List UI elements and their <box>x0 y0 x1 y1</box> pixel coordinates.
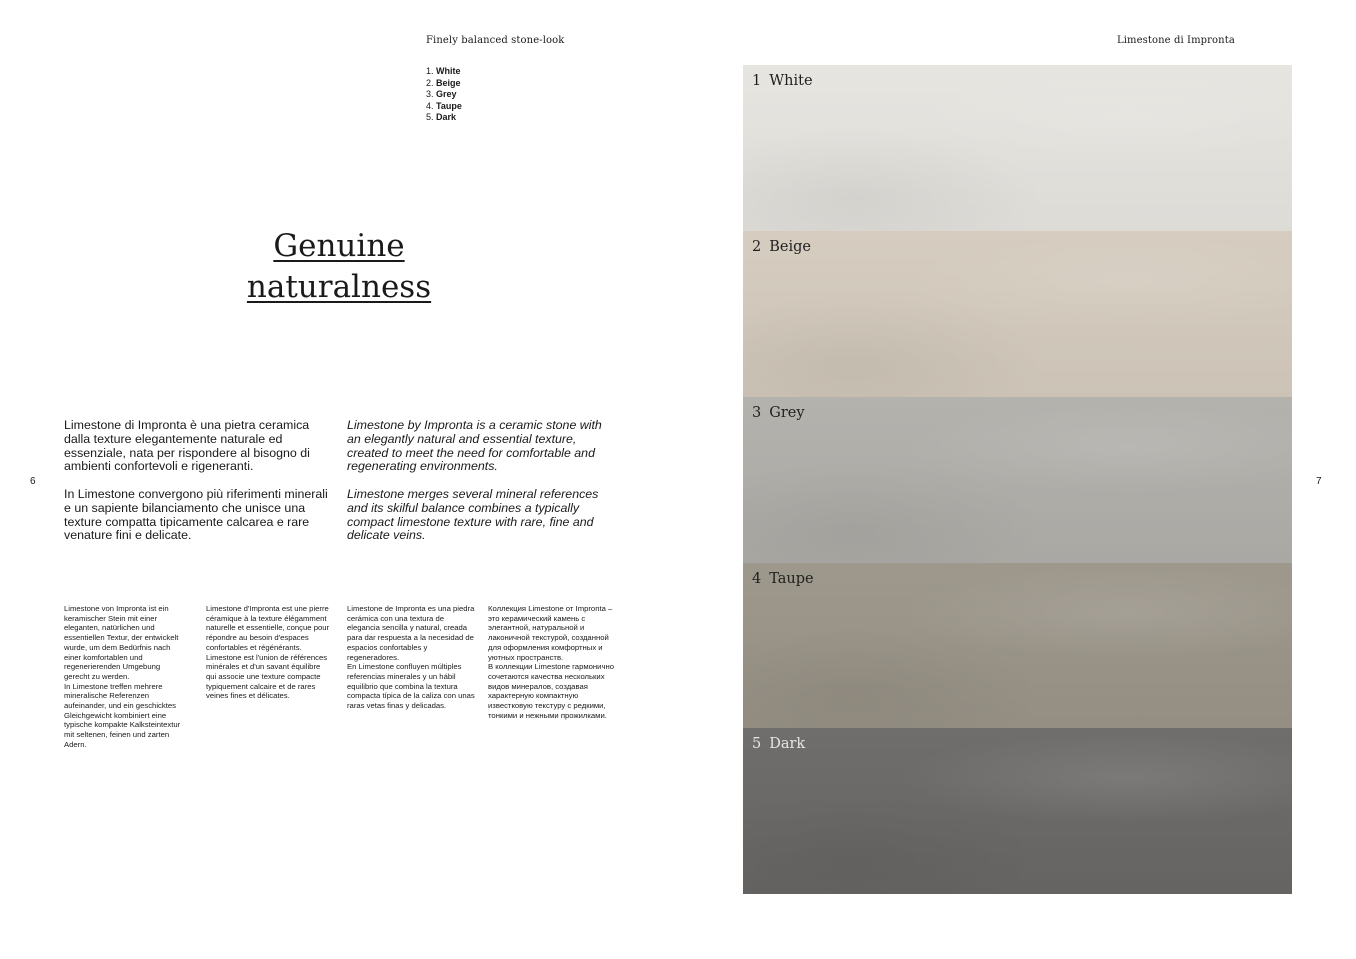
swatch-label: 2 Beige <box>752 239 811 255</box>
colour-list-item: 1. White <box>426 66 461 76</box>
swatch-beige <box>743 231 1292 397</box>
colour-list-item: 5. Dark <box>426 112 457 122</box>
text-spanish <box>347 604 475 711</box>
colour-list-item: 2. Beige <box>426 77 461 88</box>
colour-list <box>426 66 462 124</box>
text-german <box>64 604 182 750</box>
text-french <box>206 604 330 701</box>
body-italian-p1: Limestone di Impronta è una pietra ceramica dalla texture elegantemente naturale ed essenziale, nata per rispondere al bisogno di ambienti confortevoli e rigeneranti. <box>64 418 310 474</box>
text-russian <box>488 604 616 720</box>
swatch-grey <box>743 397 1292 563</box>
swatch-dark <box>743 728 1292 894</box>
headline-line-2: naturalness <box>246 269 432 305</box>
colour-list-item: 4. Taupe <box>426 100 462 111</box>
page-number-right: 7 <box>1316 476 1322 487</box>
text-french-p2: Limestone est l'union de références minérales et d'un savant équilibre qui associe une texture compacte typiquement calcaire et de rares veines fines et délicates. <box>206 652 328 701</box>
text-german-p1: Limestone von Impronta ist ein keramischer Stein mit einer eleganten, natürlichen und essentiellen Textur, der entwickelt wurde, um dem Bedürfnis nach einer komfortablen und regenerierenden Umgebung gerecht zu werden. <box>64 604 179 681</box>
body-english-p1: Limestone by Impronta is a ceramic stone with an elegantly natural and essential texture, created to meet the need for comfortable and regenerating environments. <box>347 418 602 474</box>
text-spanish-p1: Limestone de Impronta es una piedra cerámica con una textura de elegancia sencilla y natural, creada para dar respuesta a la necesidad de espacios confortables y regeneradores. <box>347 604 475 662</box>
swatch-label: 1 White <box>752 73 813 89</box>
colour-list-item: 3. Grey <box>426 89 457 99</box>
swatch-label: 4 Taupe <box>752 571 814 587</box>
text-french-p1: Limestone d'Impronta est une pierre céramique à la texture élégamment naturelle et essentielle, conçue pour répondre au besoin d'espaces confortables et régénérants. <box>206 604 330 652</box>
body-english-p2: Limestone merges several mineral references and its skilful balance combines a typically compact limestone texture with rare, fine and delicate veins. <box>347 486 599 543</box>
swatch-label: 3 Grey <box>752 405 805 421</box>
text-spanish-p2: En Limestone confluyen múltiples referencias minerales y un hábil equilibrio que combina la textura compacta típica de la caliza con unas raras vetas finas y delicadas. <box>347 662 475 711</box>
text-russian-p2: В коллекции Limestone гармонично сочетаются качества нескольких видов минералов, создавая характерную компактную известковую текстуру с редкими, тонкими и нежными прожилками. <box>488 662 614 720</box>
swatch-taupe <box>743 563 1292 728</box>
body-italian-p2: In Limestone convergono più riferimenti minerali e un sapiente bilanciamento che unisce una texture compatta tipicamente calcarea e rare venature fini e delicate. <box>64 486 328 543</box>
page-number-left: 6 <box>30 476 36 487</box>
headline-line-1: Genuine <box>273 228 405 264</box>
swatch-label: 5 Dark <box>752 736 806 752</box>
swatch-white <box>743 65 1292 231</box>
headline <box>200 226 478 308</box>
running-title-left: Finely balanced stone-look <box>426 35 565 46</box>
text-russian-p1: Коллекция Limestone от Impronta – это керамический камень с элегантной, натуральной и лаконичной текстурой, созданной для оформления комфортных и уютных пространств. <box>488 604 613 662</box>
running-title-right: Limestone di Impronta <box>1117 35 1235 46</box>
body-english <box>347 419 619 557</box>
body-italian <box>64 419 336 557</box>
text-german-p2: In Limestone treffen mehrere mineralische Referenzen aufeinander, und ein geschicktes Gleichgewicht kombiniert eine typische kompakte Kalksteintextur mit seltenen, feinen und zarten Adern. <box>64 681 181 749</box>
